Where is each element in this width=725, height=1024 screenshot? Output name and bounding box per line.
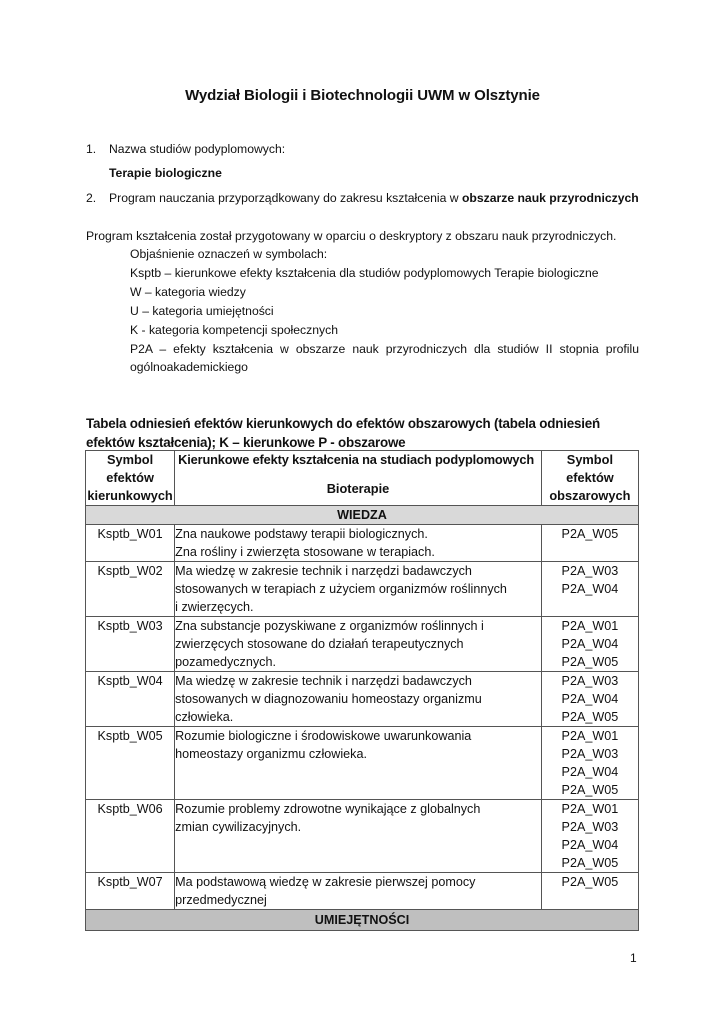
area-code: P2A_W03	[561, 674, 619, 688]
outcome-code: Ksptb_W07	[86, 873, 175, 910]
description-line: przedmedycznej	[175, 893, 267, 907]
legend-heading: Objaśnienie oznaczeń w symbolach:	[130, 247, 328, 261]
table-row	[86, 562, 639, 617]
header-text: Kierunkowe efekty kształcenia na studiach podyplomowych	[178, 452, 535, 467]
outcome-code: Ksptb_W01	[86, 525, 175, 562]
legend-entry: K - kategoria kompetencji społecznych	[130, 323, 338, 337]
description-line: Ma podstawową wiedzę w zakresie pierwszej pomocy	[175, 875, 476, 889]
description-line: homeostazy organizmu człowieka.	[175, 747, 367, 761]
table-body	[86, 506, 639, 931]
document-title: Wydział Biologii i Biotechnologii UWM w Olsztynie	[185, 87, 540, 104]
area-outcome-codes	[541, 562, 638, 617]
header-text: obszarowych	[549, 488, 631, 503]
area-code: P2A_W05	[561, 856, 619, 870]
header-text: kierunkowych	[87, 488, 173, 503]
section-row	[86, 506, 639, 525]
header-program-name: Bioterapie	[326, 481, 390, 496]
outcome-code: Ksptb_W02	[86, 562, 175, 617]
outcome-code: Ksptb_W04	[86, 672, 175, 727]
section-title: UMIEJĘTNOŚCI	[86, 910, 639, 931]
table-header-row	[86, 451, 639, 506]
area-code: P2A_W04	[561, 838, 619, 852]
outcome-description	[175, 800, 542, 873]
header-area-symbol	[541, 451, 638, 506]
section-title: WIEDZA	[86, 506, 639, 525]
program-name: Terapie biologiczne	[109, 166, 222, 180]
legend-entry: U – kategoria umiejętności	[130, 304, 274, 318]
list-item-number: 2.	[86, 191, 97, 205]
description-line: pozamedycznych.	[175, 655, 276, 669]
table-caption-line: efektów kształcenia); K – kierunkowe P - obszarowe	[86, 435, 406, 450]
area-code: P2A_W03	[561, 747, 619, 761]
list-item-text	[109, 189, 639, 207]
area-code: P2A_W05	[561, 710, 619, 724]
legend-entry-p2a-cont: ogólnoakademickiego	[130, 360, 248, 374]
area-code: P2A_W01	[561, 729, 619, 743]
area-outcome-codes	[541, 672, 638, 727]
area-code: P2A_W01	[561, 619, 619, 633]
outcome-code: Ksptb_W06	[86, 800, 175, 873]
description-line: Ma wiedzę w zakresie technik i narzędzi badawczych	[175, 674, 472, 688]
description-line: stosowanych w diagnozowaniu homeostazy organizmu	[175, 692, 482, 706]
description-line: Zna substancje pozyskiwane z organizmów roślinnych i	[175, 619, 484, 633]
area-code: P2A_W01	[561, 802, 619, 816]
outcome-description	[175, 727, 542, 800]
section-row	[86, 910, 639, 931]
header-course-outcomes	[175, 451, 542, 506]
learning-outcomes-table	[85, 450, 639, 931]
header-text: Symbol	[106, 452, 154, 467]
table-row	[86, 617, 639, 672]
area-code: P2A_W05	[561, 783, 619, 797]
table-caption-line: Tabela odniesień efektów kierunkowych do efektów obszarowych (tabela odniesień	[86, 416, 600, 431]
area-code: P2A_W05	[561, 655, 619, 669]
legend-entry-p2a: P2A – efekty kształcenia w obszarze nauk przyrodniczych dla studiów II stopnia profilu	[130, 342, 639, 356]
area-code: P2A_W03	[561, 564, 619, 578]
header-course-symbol	[86, 451, 175, 506]
table-row	[86, 525, 639, 562]
area-code: P2A_W04	[561, 637, 619, 651]
header-text: efektów	[566, 470, 614, 485]
outcome-description	[175, 873, 542, 910]
page-number: 1	[630, 951, 637, 965]
table-row	[86, 800, 639, 873]
list-item-text: Nazwa studiów podyplomowych:	[109, 142, 286, 156]
area-code: P2A_W05	[561, 875, 619, 889]
area-code: P2A_W05	[561, 527, 619, 541]
outcome-code: Ksptb_W05	[86, 727, 175, 800]
outcome-description	[175, 562, 542, 617]
area-outcome-codes	[541, 617, 638, 672]
description-line: zmian cywilizacyjnych.	[175, 820, 302, 834]
description-line: Rozumie biologiczne i środowiskowe uwarunkowania	[175, 729, 472, 743]
area-outcome-codes	[541, 525, 638, 562]
legend-entry: W – kategoria wiedzy	[130, 285, 246, 299]
description-line: zwierzęcych stosowane do działań terapeutycznych	[175, 637, 464, 651]
intro-paragraph: Program kształcenia został przygotowany w oparciu o deskryptory z obszaru nauk przyrodniczych.	[86, 229, 617, 243]
list-item-text-plain: Program nauczania przyporządkowany do zakresu kształcenia w	[109, 191, 462, 205]
outcome-description	[175, 525, 542, 562]
description-line: człowieka.	[175, 710, 234, 724]
table-row	[86, 873, 639, 910]
area-outcome-codes	[541, 800, 638, 873]
header-text: Symbol	[566, 452, 614, 467]
list-item-text-bold: obszarze nauk przyrodniczych	[461, 191, 639, 205]
description-line: Zna rośliny i zwierzęta stosowane w terapiach.	[175, 545, 435, 559]
description-line: stosowanych w terapiach z użyciem organizmów roślinnych	[175, 582, 507, 596]
area-code: P2A_W04	[561, 765, 619, 779]
description-line: Rozumie problemy zdrowotne wynikające z globalnych	[175, 802, 481, 816]
outcome-description	[175, 672, 542, 727]
area-code: P2A_W03	[561, 820, 619, 834]
header-text: efektów	[106, 470, 154, 485]
table-caption	[86, 414, 646, 452]
outcome-code: Ksptb_W03	[86, 617, 175, 672]
legend-entry: Ksptb – kierunkowe efekty kształcenia dla studiów podyplomowych Terapie biologiczne	[130, 266, 599, 280]
description-line: Zna naukowe podstawy terapii biologicznych.	[175, 527, 428, 541]
area-outcome-codes	[541, 873, 638, 910]
area-outcome-codes	[541, 727, 638, 800]
area-code: P2A_W04	[561, 582, 619, 596]
table-row	[86, 727, 639, 800]
description-line: i zwierzęcych.	[175, 600, 254, 614]
table-row	[86, 672, 639, 727]
area-code: P2A_W04	[561, 692, 619, 706]
list-item-number: 1.	[86, 142, 97, 156]
description-line: Ma wiedzę w zakresie technik i narzędzi badawczych	[175, 564, 472, 578]
outcome-description	[175, 617, 542, 672]
